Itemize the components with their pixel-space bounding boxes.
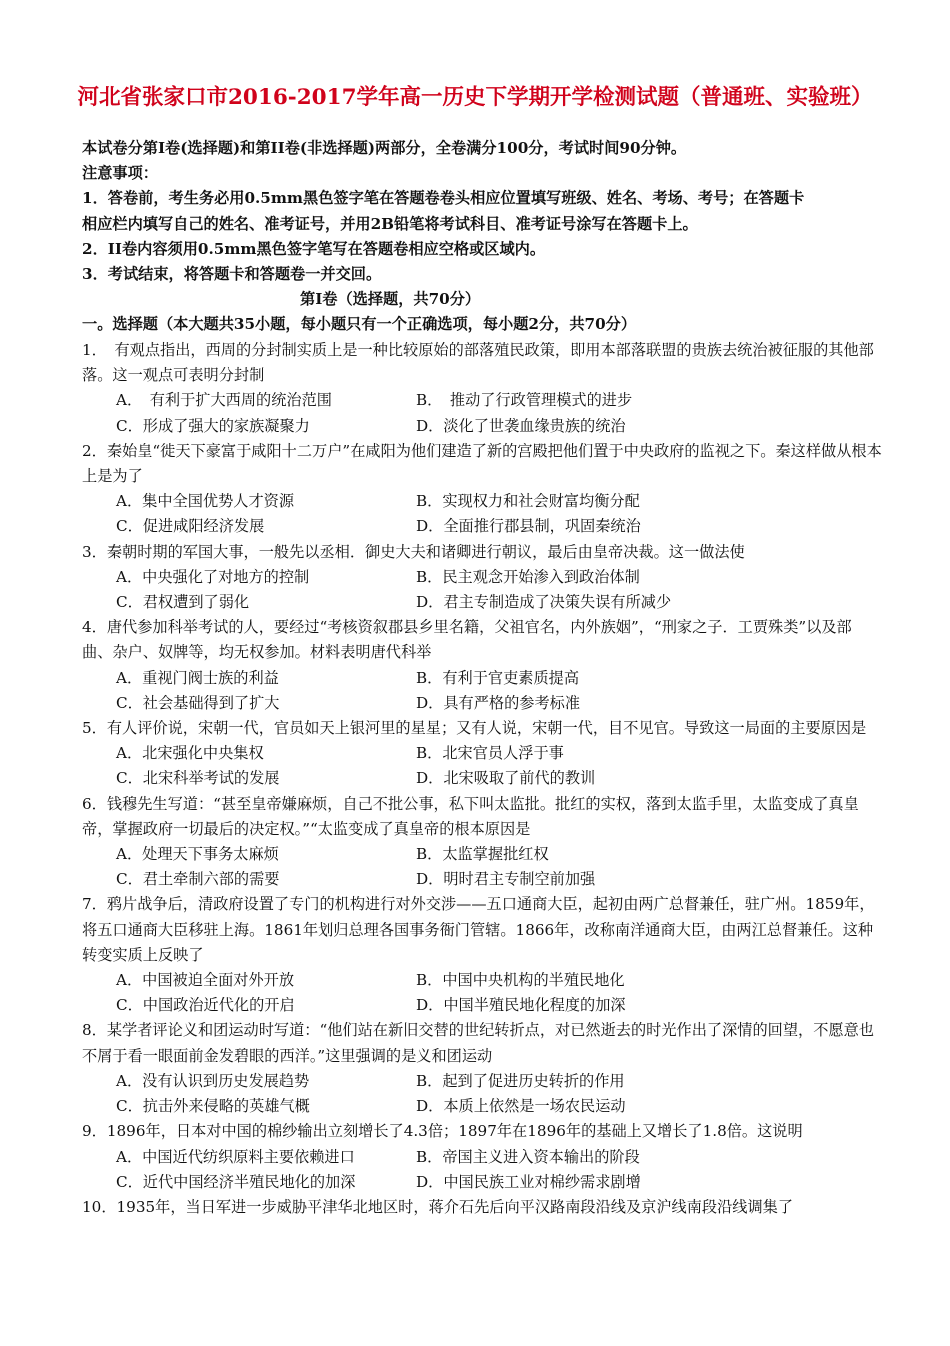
option-a: A．重视门阀士族的利益 — [116, 668, 279, 687]
option-d: D．全面推行郡县制，巩固秦统治 — [416, 517, 641, 536]
option-c: C．北宋科举考试的发展 — [116, 769, 280, 788]
option-a: A．北宋强化中央集权 — [116, 744, 264, 763]
question-stem: 9．1896年，日本对中国的棉纱输出立刻增长了4.3倍；1897年在1896年的基础上又增长了1.8倍。这说明 — [82, 1122, 803, 1141]
option-b: B．民主观念开始渗入到政治体制 — [416, 567, 640, 586]
question-options — [82, 388, 882, 438]
instruction-line: 本试卷分第Ⅰ卷(选择题)和第II卷(非选择题)两部分，全卷满分100分，考试时间90分钟。 — [82, 139, 687, 157]
question-options — [82, 1069, 882, 1119]
question-4 — [82, 615, 882, 716]
option-a: A．中国近代纺织原料主要依赖进口 — [116, 1147, 355, 1166]
option-a: A．中国被迫全面对外开放 — [116, 971, 295, 990]
exam-instructions — [82, 136, 882, 338]
question-stem: 2．秦始皇“徙天下豪富于咸阳十二万户”在咸阳为他们建造了新的宫殿把他们置于中央政府的监视之下。秦这样做从根本上是为了 — [82, 441, 882, 486]
option-d: D．君主专制造成了决策失误有所减少 — [416, 593, 672, 612]
option-b: B． 推动了行政管理模式的进步 — [416, 391, 633, 410]
instruction-line: 1．答卷前，考生务必用0.5mm黑色签字笔在答题卷卷头相应位置填写班级、姓名、考场、考号；在答题卡 — [82, 189, 805, 208]
option-a: A．没有认识到历史发展趋势 — [116, 1071, 310, 1090]
option-d: D．本质上依然是一场农民运动 — [416, 1097, 626, 1116]
option-c: C．中国政治近代化的开启 — [116, 996, 295, 1015]
question-stem: 6．钱穆先生写道：“甚至皇帝嫌麻烦，自己不批公事，私下叫太监批。批红的实权，落到太监手里，太监变成了真皇帝，掌握政府一切最后的决定权。”“太监变成了真皇帝的根本原因是 — [82, 794, 859, 838]
option-b: B．北宋官员人浮于事 — [416, 744, 564, 763]
question-options — [82, 842, 882, 892]
question-options — [82, 741, 882, 791]
document-title: 河北省张家口市2016-2017学年高一历史下学期开学检测试题（普通班、实验班） — [77, 85, 873, 110]
option-d: D．淡化了世袭血缘贵族的统治 — [416, 416, 626, 435]
option-a: A． 有利于扩大西周的统治范围 — [116, 391, 332, 410]
question-stem: 3．秦朝时期的军国大事，一般先以丞相．御史大夫和诸卿进行朝议，最后由皇帝决裁。这一做法使 — [82, 542, 745, 561]
option-d: D．中国民族工业对棉纱需求剧增 — [416, 1172, 641, 1191]
option-a: A．中央强化了对地方的控制 — [116, 567, 310, 586]
option-d: D．具有严格的参考标准 — [416, 693, 581, 712]
option-c: C．君土牵制六部的需要 — [116, 870, 280, 889]
question-stem: 7．鸦片战争后，清政府设置了专门的机构进行对外交涉——五口通商大臣，起初由两广总督兼任，驻广州。1859年，将五口通商大臣移驻上海。1861年划归总理各国事务衙门管辖。1866年，改称南洋通商大臣，由两江总督兼任。这种转变实质上反映了 — [82, 895, 875, 964]
question-list — [82, 338, 882, 1220]
question-2 — [82, 439, 882, 540]
question-options — [82, 565, 882, 615]
option-d: D．明时君主专制空前加强 — [416, 870, 596, 889]
instruction-line: 3．考试结束，将答题卡和答题卷一并交回。 — [82, 265, 382, 284]
question-stem: 5．有人评价说，宋朝一代，官员如天上银河里的星星；又有人说，宋朝一代，目不见官。导致这一局面的主要原因是 — [82, 719, 867, 738]
section-title: 第Ⅰ卷（选择题，共70分） — [300, 290, 481, 309]
option-c: C．近代中国经济半殖民地化的加深 — [116, 1172, 356, 1191]
option-d: D．北宋吸取了前代的教训 — [416, 769, 596, 788]
option-c: C．社会基础得到了扩大 — [116, 693, 280, 712]
option-c: C．君权遭到了弱化 — [116, 593, 250, 612]
instruction-line: 2．II卷内容须用0.5mm黑色签字笔写在答题卷相应空格或区域内。 — [82, 239, 546, 258]
question-stem: 4．唐代参加科举考试的人，要经过“考核资叙郡县乡里名籍，父祖官名，内外族姻”，“刑家之子．工贾殊类”以及部曲、杂户、奴牌等，均无权参加。材料表明唐代科举 — [82, 618, 852, 662]
question-stem: 10．1935年，当日军进一步威胁平津华北地区时，蒋介石先后向平汉路南段沿线及京沪线南段沿线调集了 — [82, 1197, 794, 1216]
question-options — [82, 968, 882, 1018]
question-options — [82, 1145, 882, 1195]
option-b: B．有利于官吏素质提高 — [416, 668, 580, 687]
question-9 — [82, 1119, 882, 1195]
question-options — [82, 489, 882, 539]
question-6 — [82, 792, 882, 893]
question-10 — [82, 1195, 882, 1220]
option-d: D．中国半殖民地化程度的加深 — [416, 996, 626, 1015]
option-b: B．实现权力和社会财富均衡分配 — [416, 492, 640, 511]
option-b: B．起到了促进历史转折的作用 — [416, 1071, 625, 1090]
question-stem: 1． 有观点指出，西周的分封制实质上是一种比较原始的部落殖民政策，即用本部落联盟的贵族去统治被征服的其他部落。这一观点可表明分封制 — [82, 341, 874, 385]
part-title: 一。选择题（本大题共35小题，每小题只有一个正确选项，每小题2分，共70分） — [82, 315, 637, 334]
question-3 — [82, 540, 882, 616]
option-c: C．促进咸阳经济发展 — [116, 517, 265, 536]
question-8 — [82, 1018, 882, 1119]
option-a: A．处理天下事务太麻烦 — [116, 845, 279, 864]
option-b: B．太监掌握批红权 — [416, 845, 549, 864]
option-c: C．抗击外来侵略的英雄气概 — [116, 1097, 310, 1116]
option-b: B．中国中央机构的半殖民地化 — [416, 971, 625, 990]
question-7 — [82, 892, 882, 1018]
option-b: B．帝国主义进入资本输出的阶段 — [416, 1147, 640, 1166]
question-stem: 8．某学者评论义和团运动时写道：“他们站在新旧交替的世纪转折点，对已然逝去的时光作出了深情的回望，不愿意也不屑于看一眼面前金发碧眼的西洋。”这里强调的是义和团运动 — [82, 1021, 874, 1065]
instruction-line: 注意事项： — [82, 164, 158, 183]
option-a: A．集中全国优势人才资源 — [116, 492, 295, 511]
question-5 — [82, 716, 882, 792]
question-options — [82, 666, 882, 716]
instruction-line: 相应栏内填写自己的姓名、准考证号，并用2B铅笔将考试科目、准考证号涂写在答题卡上。 — [82, 214, 698, 233]
question-1 — [82, 338, 882, 439]
option-c: C．形成了强大的家族凝聚力 — [116, 416, 310, 435]
